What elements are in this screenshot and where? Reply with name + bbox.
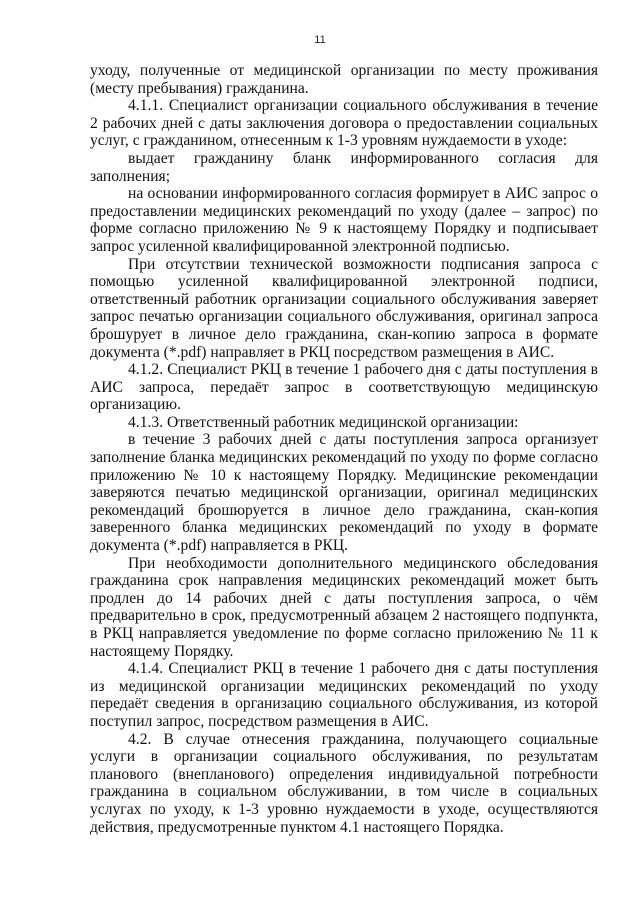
paragraph-4-1-1: 4.1.1. Специалист организации социального обслуживания в течение 2 рабочих дней с даты заключения договора о предоставлении социальных услуг, с гражданином, отнесенным к 1-3 уровням нуждаемости в уходе: — [90, 97, 598, 150]
paragraph-continuation: уходу, полученные от медицинской организации по месту проживания (месту пребывания) гражданина. — [90, 62, 598, 97]
paragraph-4-1-3: 4.1.3. Ответственный работник медицинской организации: — [128, 413, 519, 431]
paragraph-issue-consent-form: выдает гражданину бланк информированного согласия для заполнения; — [90, 149, 598, 185]
paragraph-additional-examination: При необходимости дополнительного медицинского обследования гражданина срок направления медицинских рекомендаций может быть продлен до 14 рабочих дней с даты поступления запроса, о чём предварительно в срок, предусмотренный абзацем 2 настоящего подпункта, в РКЦ направляется уведомление по форме согласно приложению № 11 к настоящему Порядку. — [90, 554, 598, 660]
paragraph-fill-recommendations: в течение 3 рабочих дней с даты поступления запроса организует заполнение бланка медицинских рекомендаций по уходу по форме согласно приложению № 10 к настоящему Порядку. Медицинские рекомендации заверяются печатью медицинской организации, оригинал медицинских рекомендаций брошюруется в личное дело гражданина, скан-копия заверенного бланка медицинских рекомендаций по уходу в формате документа (*.pdf) направляется в РКЦ. — [90, 431, 598, 555]
paragraph-form-request: на основании информированного согласия формирует в АИС запрос о предоставлении медицинских рекомендаций по уходу (далее – запрос) по форме согласно приложению № 9 к настоящему Порядку и подписывает запрос усиленной квалифицированной электронной подписью. — [90, 185, 598, 255]
paragraph-4-1-2: 4.1.2. Специалист РКЦ в течение 1 рабочего дня с даты поступления в АИС запроса, передаёт запрос в соответствующую медицинскую организацию. — [90, 361, 598, 414]
page-number: 11 — [314, 34, 326, 46]
document-body — [90, 62, 598, 836]
paragraph-4-2: 4.2. В случае отнесения гражданина, получающего социальные услуги в организации социального обслуживания, по результатам планового (внепланового) определения индивидуальной потребности гражданина в социальном обслуживании, в том числе в социальных услугах по уходу, к 1-3 уровню нуждаемости в уходе, осуществляются действия, предусмотренные пунктом 4.1 настоящего Порядка. — [90, 730, 598, 836]
paragraph-4-1-4: 4.1.4. Специалист РКЦ в течение 1 рабочего дня с даты поступления из медицинской организации медицинских рекомендаций по уходу передаёт сведения в организацию социального обслуживания, из которой поступил запрос, посредством размещения в АИС. — [90, 660, 598, 730]
paragraph-no-technical-possibility: При отсутствии технической возможности подписания запроса с помощью усиленной квалифицированной электронной подписи, ответственный работник организации социального обслуживания заверяет запрос печатью организации социального обслуживания, оригинал запроса брошурует в личное дело гражданина, скан-копию запроса в формате документа (*.pdf) направляет в РКЦ посредством размещения в АИС. — [90, 255, 598, 361]
